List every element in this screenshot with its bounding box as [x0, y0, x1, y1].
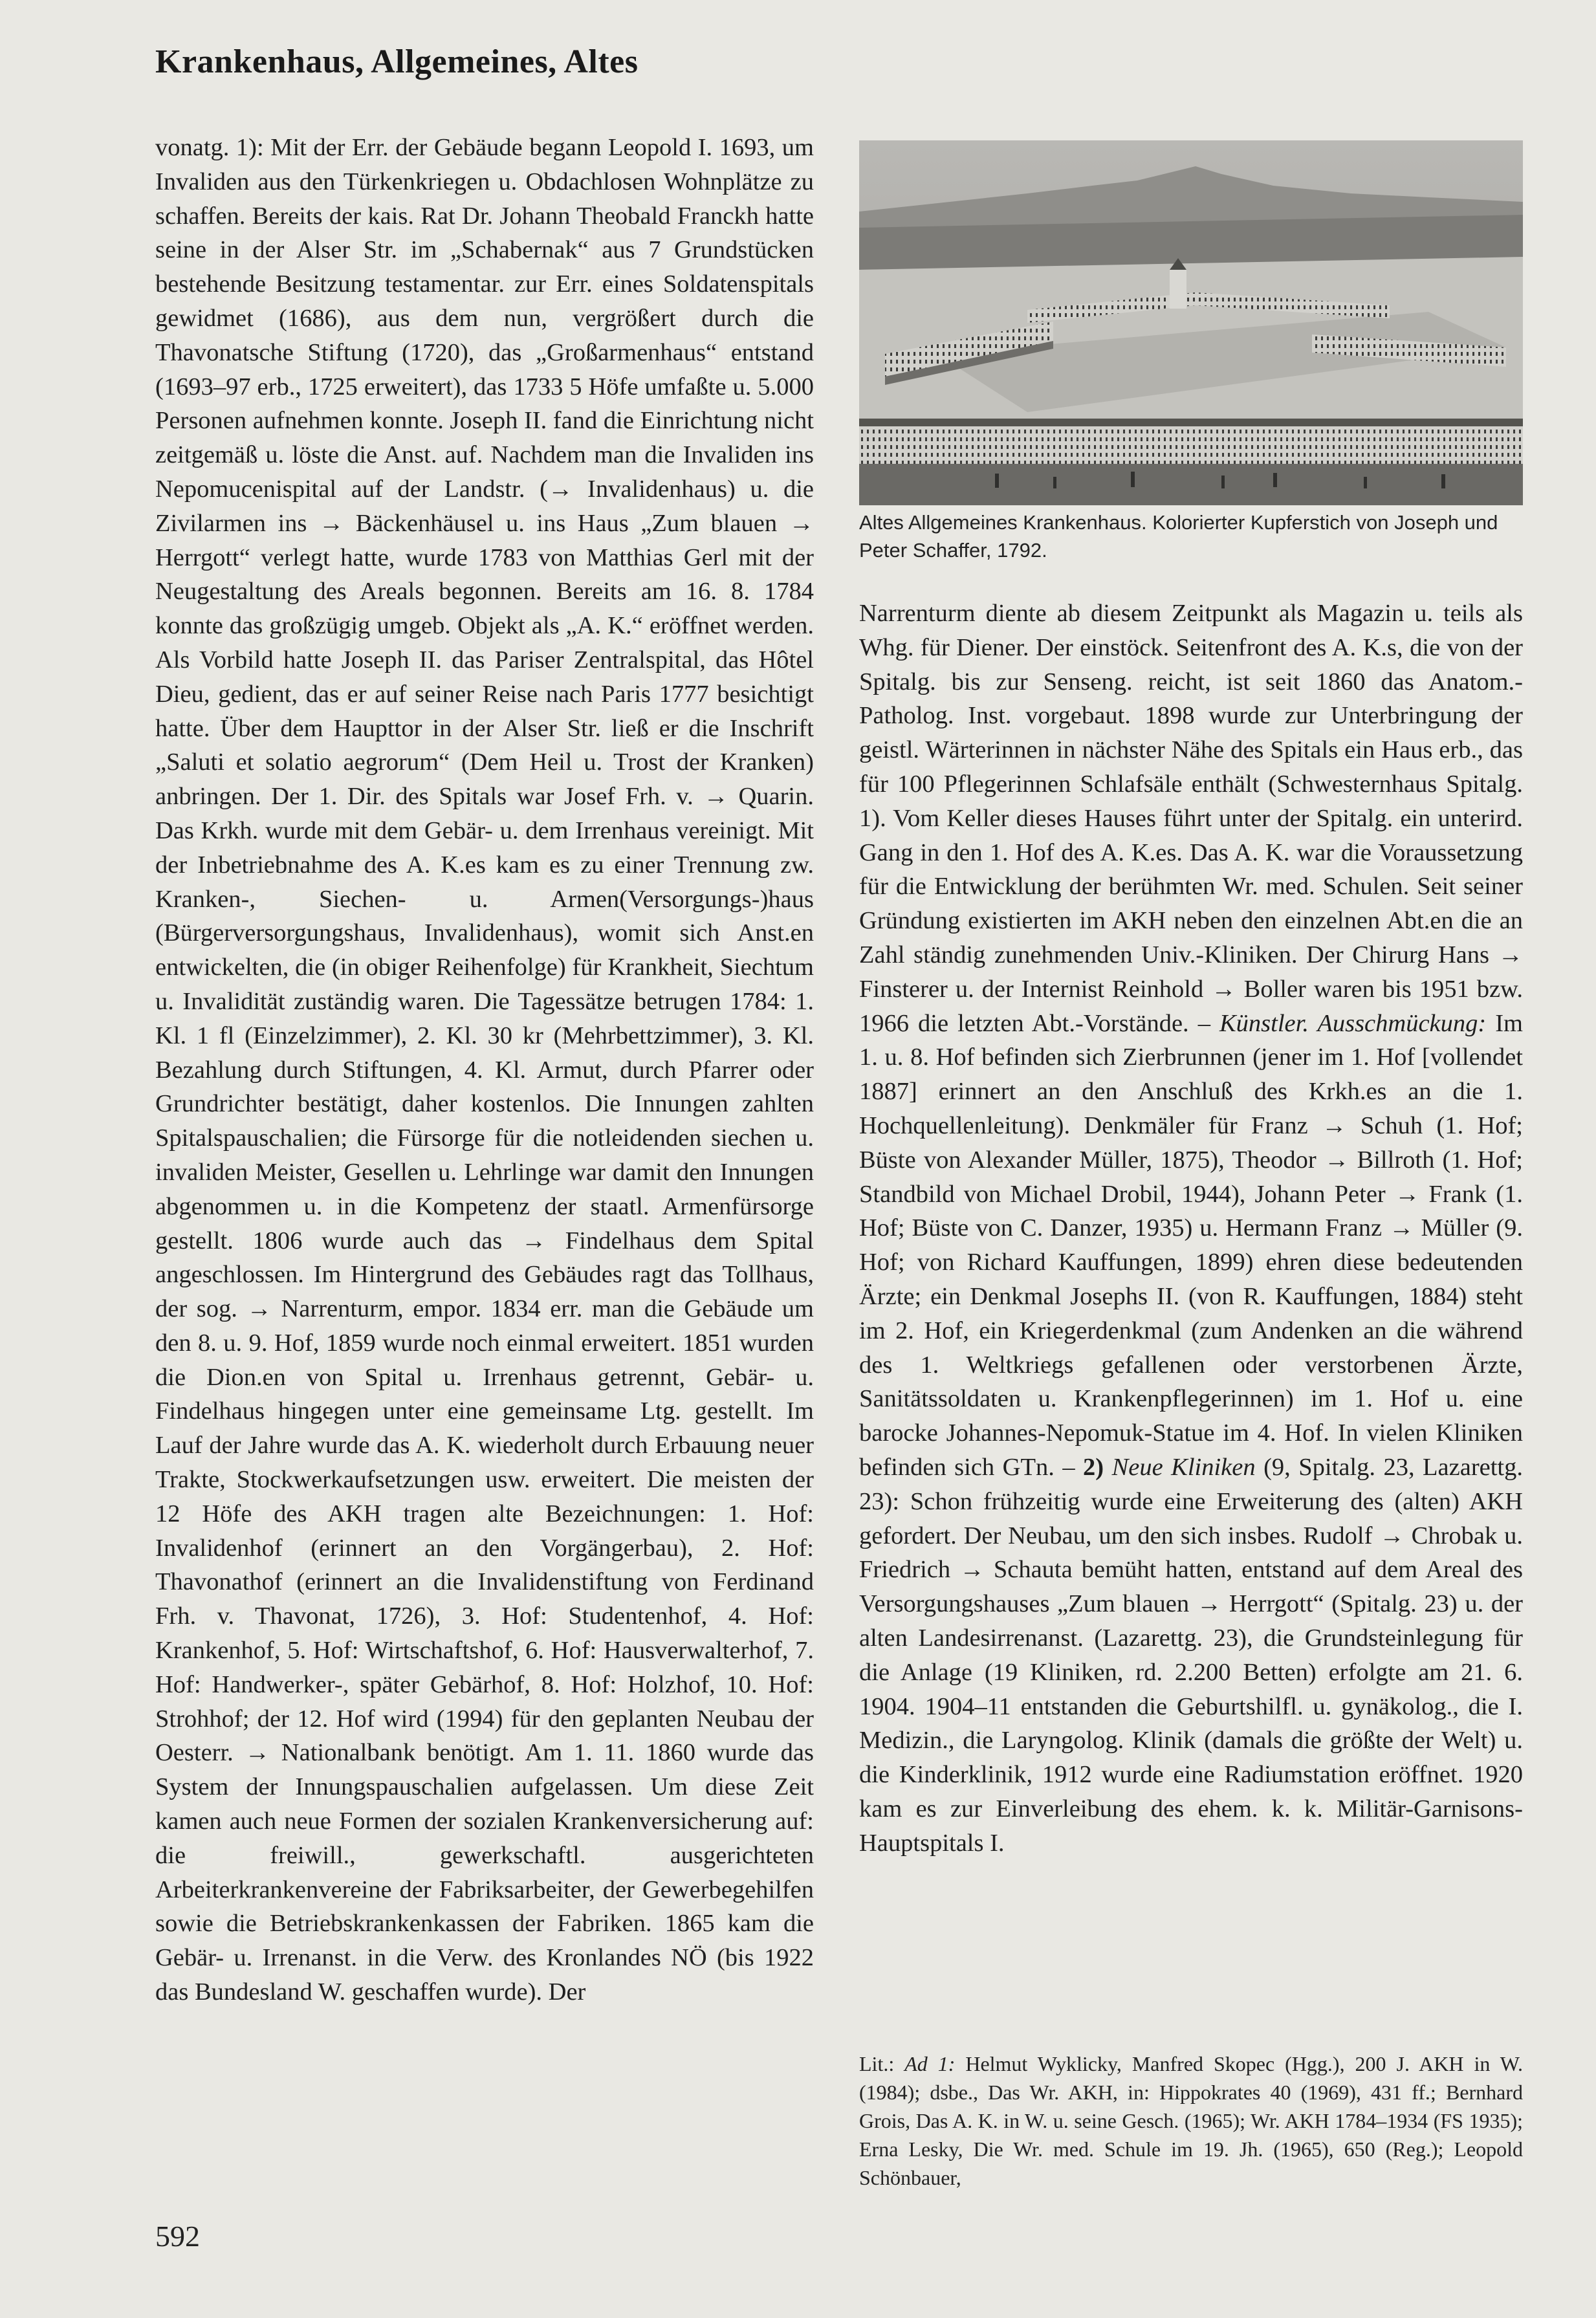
literature-ref: Ad 1: [904, 2052, 956, 2075]
literature-text: Helmut Wyklicky, Manfred Skopec (Hgg.), 200 J. AKH in W. (1984); dsbe., Das Wr. AKH, in: Hippokrates 40 (1969), 431 ff.; Bernhard Grois, Das A. K. in W. u. seine Gesch. (1965); Wr. AKH 1784–1934 (FS 1935); Erna Lesky, Die Wr. med. Schule im 19. Jh. (1965), 650 (Reg.); Leopold Schönbauer, [859, 2052, 1524, 2189]
kuenstler-label: Künstler. Ausschmückung: [1219, 1009, 1487, 1037]
right-column-text [859, 596, 1523, 1860]
section-title: Neue Kliniken [1111, 1453, 1256, 1481]
right-text-part-1: Narrenturm diente ab diesem Zeitpunkt als Magazin u. teils als Whg. für Diener. Der einstöck. Seitenfront des A. K.s, die von der Spitalg. bis zur Senseng. reicht, ist seit 1860 das Anatom.-Patholog. Inst. vorgebaut. 1898 wurde zur Unterbringung der geistl. Wärterinnen in nächster Nähe des Spitals ein Haus erb., das für 100 Pflegerinnen Schlafsäle enthält (Schwesternhaus Spitalg. 1). Vom Keller dieses Hauses führt unter der Spitalg. ein unterird. Gang in den 1. Hof des A. K.es. Das A. K. war die Voraussetzung für die Entwicklung der berühmten Wr. med. Schulen. Seit seiner Gründung existierten im AKH neben den einzelnen Abt.en die an Zahl ständig zunehmenden Univ.-Kliniken. Der Chirurg Hans → Finsterer u. der Internist Reinhold → Boller waren bis 1951 bzw. 1966 die letzten Abt.-Vorstände. – [859, 600, 1523, 1037]
hospital-engraving-picture [859, 140, 1523, 505]
section-number: 2) [1083, 1453, 1104, 1481]
left-column [155, 131, 814, 2009]
page-title: Krankenhaus, Allgemeines, Altes [155, 43, 639, 80]
engraving-illustration [859, 140, 1523, 505]
left-column-text: vonatg. 1): Mit der Err. der Gebäude begann Leopold I. 1693, um Invaliden aus den Türkenkriegen u. Obdachlosen Wohnplätze zu schaffen. Bereits der kais. Rat Dr. Johann Theobald Franckh hatte seine in der Alser Str. im „Schabernak“ aus 7 Grundstücken bestehende Besitzung testamentar. zur Err. eines Soldatenspitals gewidmet (1686), aus dem nun, vergrößert durch die Thavonatsche Stiftung (1720), das „Großarmenhaus“ entstand (1693–97 erb., 1725 erweitert), das 1733 5 Höfe umfaßte u. 5.000 Personen aufnehmen konnte. Joseph II. fand die Einrichtung nicht zeitgemäß u. löste die Anst. auf. Nachdem man die Invaliden ins Nepomucenispital auf der Landstr. (→ Invalidenhaus) u. die Zivilarmen ins → Bäckenhäusel u. ins Haus „Zum blauen → Herrgott“ verlegt hatte, wurde 1783 von Matthias Gerl mit der Neugestaltung des Areals begonnen. Bereits am 16. 8. 1784 konnte das großzügig umgeb. Objekt als „A. K.“ eröffnet werden. Als Vorbild hatte Joseph II. das Pariser Zentralspital, das Hôtel Dieu, gedient, das er auf seiner Reise nach Paris 1777 besichtigt hatte. Über dem Haupttor in der Alser Str. ließ er die Inschrift „Saluti et solatio aegrorum“ (Dem Heil u. Trost der Kranken) anbringen. Der 1. Dir. des Spitals war Josef Frh. v. → Quarin. Das Krkh. wurde mit dem Gebär- u. dem Irrenhaus vereinigt. Mit der Inbetriebnahme des A. K.es kam es zu einer Trennung zw. Kranken-, Siechen- u. Armen(Versorgungs-)haus (Bürgerversorgungshaus, Invalidenhaus), womit sich Anst.en entwickelten, die (in obiger Reihenfolge) für Krankheit, Siechtum u. Invalidität zuständig waren. Die Tagessätze betrugen 1784: 1. Kl. 1 fl (Einzelzimmer), 2. Kl. 30 kr (Mehrbettzimmer), 3. Kl. Bezahlung durch Stiftungen, 4. Kl. Armut, durch Pfarrer oder Grundrichter bestätigt, daher kostenlos. Die Innungen zahlten Spitalspauschalien; die Fürsorge für die notleidenden siechen u. invaliden Meister, Gesellen u. Lehrlinge war damit den Innungen abgenommen u. in die Kompetenz der staatl. Armenfürsorge gestellt. 1806 wurde auch das → Findelhaus dem Spital angeschlossen. Im Hintergrund des Gebäudes ragt das Tollhaus, der sog. → Narrenturm, empor. 1834 err. man die Gebäude um den 8. u. 9. Hof, 1859 wurde noch einmal erweitert. 1851 wurden die Dion.en von Spital u. Irrenhaus getrennt, Gebär- u. Findelhaus hingegen unter eine gemeinsame Ltg. gestellt. Im Lauf der Jahre wurde das A. K. wiederholt durch Erbauung neuer Trakte, Stockwerkaufsetzungen usw. erweitert. Die meisten der 12 Höfe des AKH tragen alte Bezeichnungen: 1. Hof: Invalidenhof (erinnert an den Vorgängerbau), 2. Hof: Thavonathof (erinnert an die Invalidenstiftung von Ferdinand Frh. v. Thavonat, 1726), 3. Hof: Studentenhof, 4. Hof: Krankenhof, 5. Hof: Wirtschaftshof, 6. Hof: Hausverwalterhof, 7. Hof: Handwerker-, später Gebärhof, 8. Hof: Holzhof, 10. Hof: Strohhof; der 12. Hof wird (1994) für den geplanten Neubau der Oesterr. → Nationalbank benötigt. Am 1. 11. 1860 wurde das System der Innungspauschalien aufgelassen. Um diese Zeit kamen auch neue Formen der sozialen Krankenversicherung auf: die freiwill., gewerkschaftl. ausgerichteten Arbeiterkrankenvereine der Fabriksarbeiter, der Gewerbegehilfen sowie die Betriebskrankenkassen der Fabriken. 1865 kam die Gebär- u. Irrenanst. in die Verw. des Kronlandes NÖ (bis 1922 das Bundesland W. geschaffen wurde). Der [155, 134, 814, 2006]
literature-section [859, 2050, 1523, 2192]
right-text-part-3: (9, Spitalg. 23, Lazarettg. 23): Schon frühzeitig wurde eine Erweiterung des (alten) AKH gefordert. Der Neubau, um den sich insbes. Rudolf → Chrobak u. Friedrich → Schauta bemüht hatten, entstand auf dem Areal des Versorgungshauses „Zum blauen → Herrgott“ (Spitalg. 23) u. der alten Landesirrenanst. (Lazarettg. 23), die Grundsteinlegung für die Anlage (19 Kliniken, rd. 2.200 Betten) erfolgte am 21. 6. 1904. 1904–11 entstanden die Geburtshilfl. u. gynäkolog., die I. Medizin., die Laryngolog. Klinik (damals die größte der Welt) u. die Kinderklinik, 1912 wurde eine Radiumstation eröffnet. 1920 kam es zur Einverleibung des ehem. k. k. Militär-Garnisons-Hauptspitals I. [859, 1453, 1523, 1857]
right-text-part-2: Im 1. u. 8. Hof befinden sich Zierbrunnen (jener im 1. Hof [vollendet 1887] erinnert an den Anschluß des Krkh.es an die 1. Hochquellenleitung). Denkmäler für Franz → Schuh (1. Hof; Büste von Alexander Müller, 1875), Theodor → Billroth (1. Hof; Standbild von Michael Drobil, 1944), Johann Peter → Frank (1. Hof; Büste von C. Danzer, 1935) u. Hermann Franz → Müller (9. Hof; von Richard Kauffungen, 1899) ehren diese bedeutenden Ärzte; ein Denkmal Josephs II. (von R. Kauffungen, 1884) steht im 2. Hof, ein Kriegerdenkmal (zum Andenken an die während des 1. Weltkriegs gefallenen oder verstorbenen Ärzte, Sanitätssoldaten u. Krankenpflegerinnen) im 1. Hof u. eine barocke Johannes-Nepomuk-Statue im 4. Hof. In vielen Kliniken befinden sich GTn. – [859, 1009, 1523, 1481]
page-number: 592 [155, 2220, 200, 2253]
figure-caption: Altes Allgemeines Krankenhaus. Kolorierter Kupferstich von Joseph und Peter Schaffer, 1792. [859, 511, 1498, 562]
right-column [859, 596, 1523, 1860]
literature-label: Lit.: [859, 2052, 895, 2075]
